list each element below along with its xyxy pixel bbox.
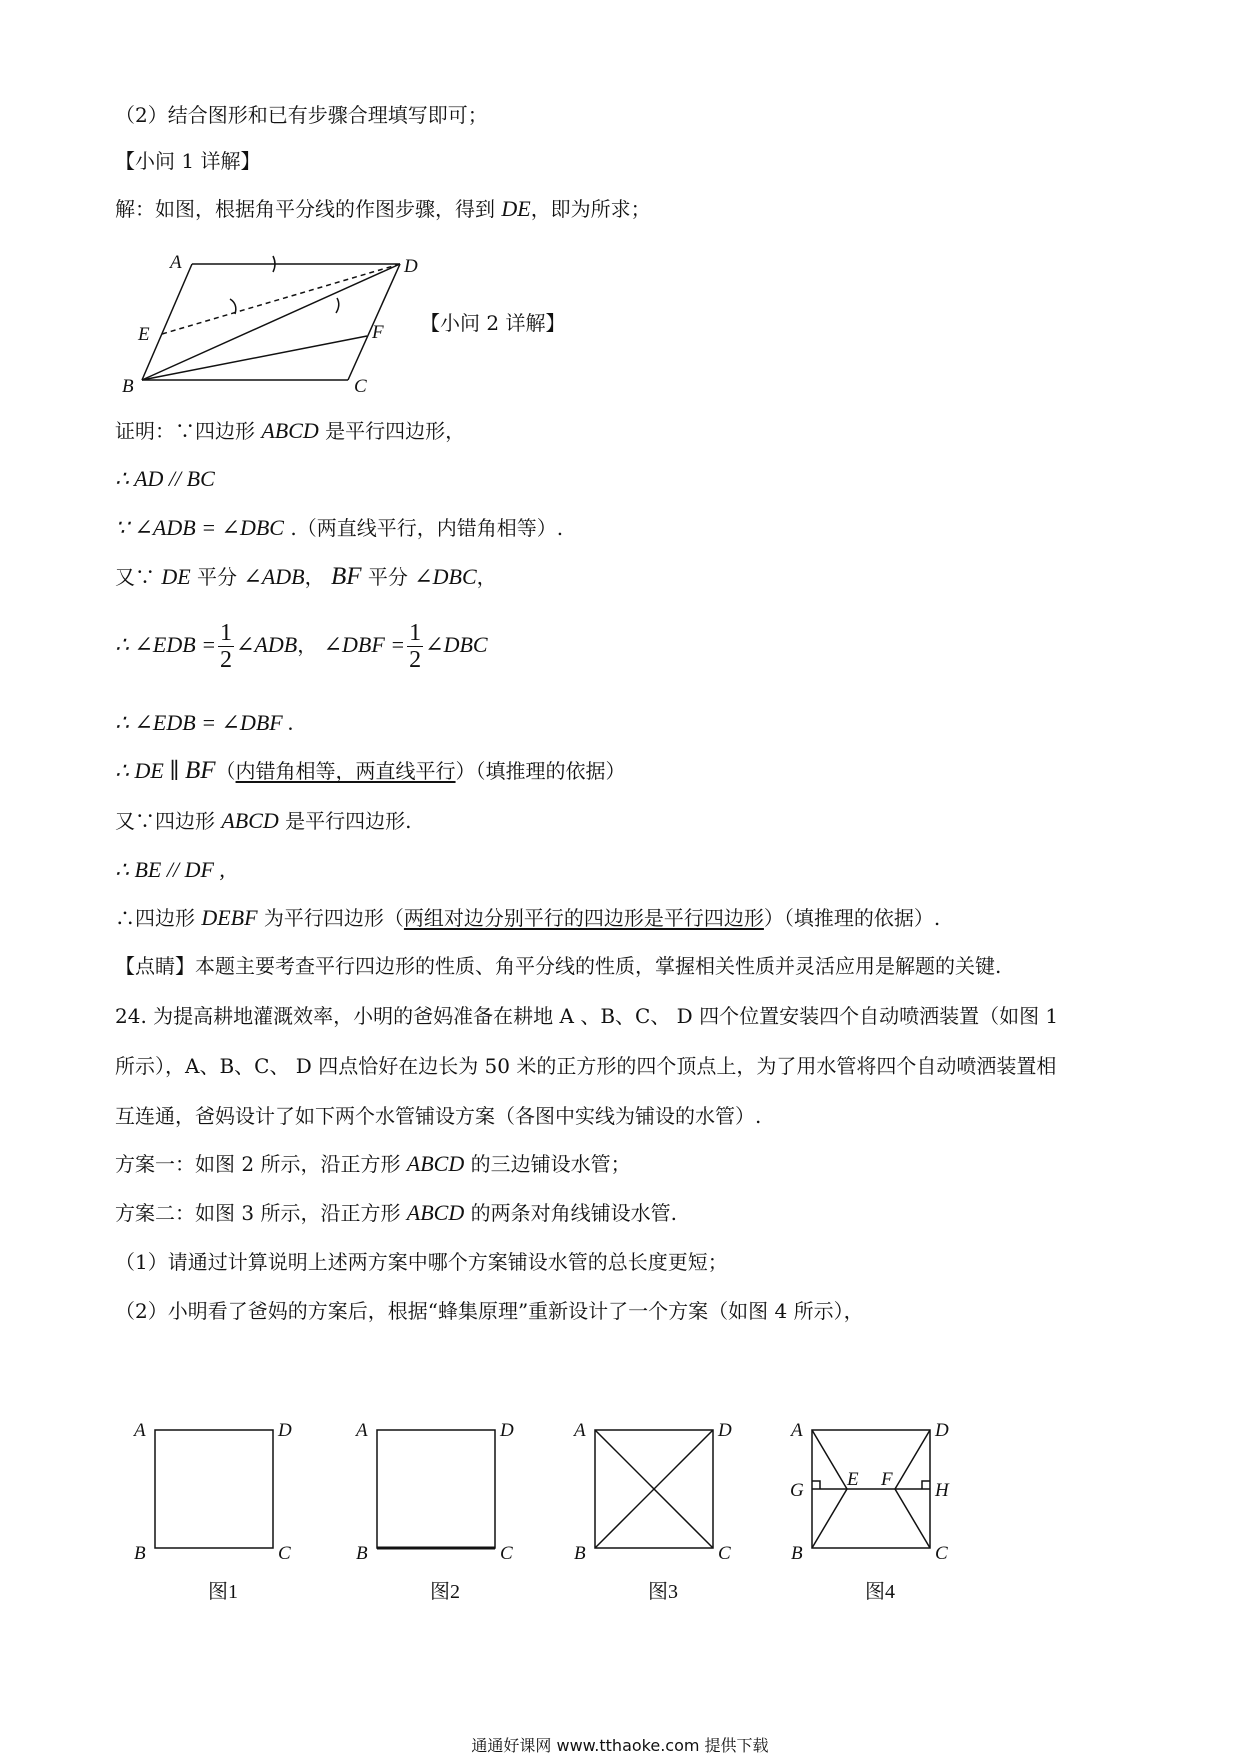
label-d: D [500,1420,514,1441]
label-d: D [404,256,418,277]
fraction: $\frac{1}{2}$ [409,620,422,673]
math-line: 又∵ DE 平分 ∠ADB， BF 平分 ∠DBC， [115,563,497,590]
footer: 通通好课网 www.tthaoke.com 提供下载 [471,1736,769,1755]
segment-de [162,264,400,334]
question-text: 互连通，爸妈设计了如下两个水管铺设方案（各图中实线为铺设的水管）. [115,1104,762,1128]
right-angle-mark [812,1481,820,1489]
label-e: E [847,1469,859,1490]
square-figures [120,1408,980,1608]
label-c: C [278,1543,291,1564]
question-text: 24. 为提高耕地灌溉效率，小明的爸妈准备在耕地 A 、B、C、 D 四个位置安装四个自动喷洒装置（如图 1 [115,1004,1059,1028]
label-d: D [718,1420,732,1441]
arc-mark [230,299,236,314]
figure-caption: 图1 [208,1581,238,1603]
math-line: ∵ ∠ADB = ∠DBC .（两直线平行，内错角相等）. [115,515,564,540]
label-c: C [935,1543,948,1564]
segment-ab [142,264,192,380]
section-heading: 【小问 2 详解】 [420,311,566,335]
label-b: B [791,1543,803,1564]
label-b: B [134,1543,146,1564]
label-h: H [935,1480,949,1501]
label-b: B [574,1543,586,1564]
segment-bd [142,264,400,380]
figure-4 [812,1430,930,1548]
label-c: C [354,376,367,397]
figure-3 [595,1430,713,1548]
math-line: ∴ BE // DF , [115,857,225,882]
label-a: A [134,1420,146,1441]
arc-mark [336,298,339,313]
text-line: 解：如图，根据角平分线的作图步骤，得到 DE，即为所求； [115,196,651,221]
parallelogram-figure [112,248,432,398]
math-line: ∴ ∠EDB = $\frac{1}{2}$ ∠ADB， ∠DBF = $\frac{1}{2}$ ∠DBC [115,620,488,673]
text-line: （2）结合图形和已有步骤合理填写即可； [115,103,488,127]
figure-caption: 图4 [865,1581,895,1603]
label-f: F [881,1469,893,1490]
label-a: A [170,252,182,273]
label-b: B [356,1543,368,1564]
text-line: （2）小明看了爸妈的方案后，根据“蜂集原理”重新设计了一个方案（如图 4 所示）， [115,1299,864,1323]
text-line: 证明：∵四边形 ABCD 是平行四边形， [115,418,466,443]
label-c: C [500,1543,513,1564]
segment-bf [142,336,367,380]
fraction: $\frac{1}{2}$ [220,620,233,673]
section-heading: 【小问 1 详解】 [115,149,261,173]
label-d: D [935,1420,949,1441]
math-line: ∴ ∠EDB = ∠DBF . [115,710,294,735]
text-line: ∴四边形 DEBF 为平行四边形（两组对边分别平行的四边形是平行四边形）（填推理的依据）. [115,905,941,930]
figure-2 [377,1430,495,1548]
text-line: （1）请通过计算说明上述两方案中哪个方案铺设水管的总长度更短； [115,1250,728,1274]
question-text: 所示），A、B、C、 D 四点恰好在边长为 50 米的正方形的四个顶点上，为了用水管将四个自动喷洒装置相 [115,1054,1057,1078]
label-g: G [790,1480,804,1501]
label-d: D [278,1420,292,1441]
figure-caption: 图2 [430,1581,460,1603]
label-a: A [356,1420,368,1441]
figure-caption: 图3 [648,1581,678,1603]
label-e: E [138,324,150,345]
text-line: 又∵四边形 ABCD 是平行四边形. [115,808,412,833]
math-line: ∴ DE ∥ BF（内错角相等，两直线平行）（填推理的依据） [115,757,626,784]
label-f: F [372,322,384,343]
text-line: 【点睛】本题主要考查平行四边形的性质、角平分线的性质，掌握相关性质并灵活应用是解题的关键. [115,954,1002,978]
label-a: A [574,1420,586,1441]
label-b: B [122,376,134,397]
text-line: 方案一：如图 2 所示，沿正方形 ABCD 的三边铺设水管； [115,1151,631,1176]
right-angle-mark [922,1481,930,1489]
figure-1 [155,1430,273,1548]
label-c: C [718,1543,731,1564]
math-line: ∴ AD // BC [115,466,215,491]
text-line: 方案二：如图 3 所示，沿正方形 ABCD 的两条对角线铺设水管. [115,1200,677,1225]
label-a: A [791,1420,803,1441]
